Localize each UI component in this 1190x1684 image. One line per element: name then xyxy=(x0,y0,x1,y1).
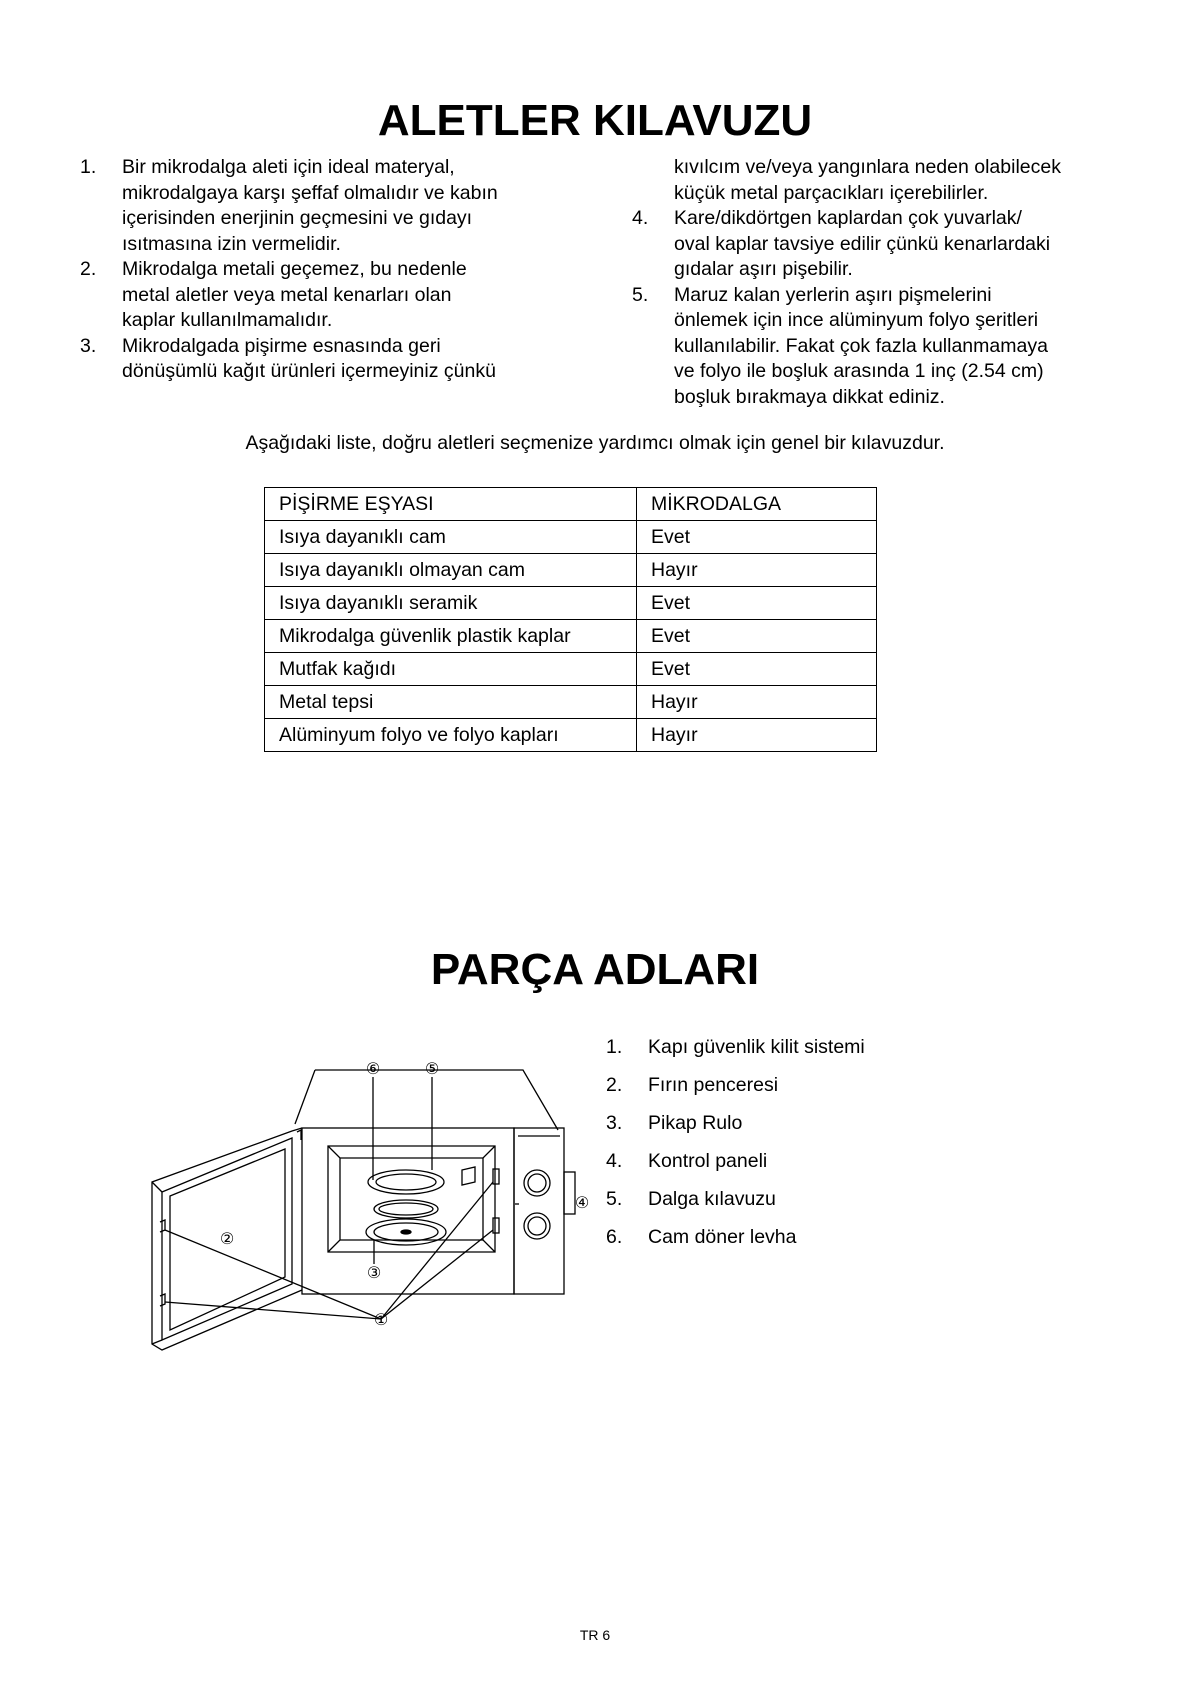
item-continuation xyxy=(632,155,1152,206)
item-number: 2. xyxy=(80,258,97,280)
table-cell: Hayır xyxy=(637,719,877,752)
item-text-line: kullanılabilir. Fakat çok fazla kullanmamaya xyxy=(674,334,1048,357)
part-names-list xyxy=(606,1036,865,1264)
table-intro-text: Aşağıdaki liste, doğru aletleri seçmenize yardımcı olmak için genel bir kılavuzdur. xyxy=(245,432,945,454)
table-cell: Hayır xyxy=(637,554,877,587)
table-cell: Evet xyxy=(637,587,877,620)
tools-guide-right-column xyxy=(632,155,1152,410)
table-cell: Metal tepsi xyxy=(265,686,637,719)
item-text-line: boşluk bırakmaya dikkat ediniz. xyxy=(674,385,945,408)
item-number: 5. xyxy=(606,1188,623,1210)
list-item xyxy=(606,1074,865,1112)
item-number: 3. xyxy=(80,334,97,357)
table-cell: Alüminyum folyo ve folyo kapları xyxy=(265,719,637,752)
part-label: Fırın penceresi xyxy=(648,1074,779,1096)
list-item xyxy=(80,334,580,385)
part-label: Cam döner levha xyxy=(648,1226,797,1248)
page-number: TR 6 xyxy=(579,1627,611,1643)
item-text-line: gıdalar aşırı pişebilir. xyxy=(674,258,853,280)
item-text-line: Mikrodalgada pişirme esnasında geri xyxy=(122,334,441,357)
table-row xyxy=(265,620,877,653)
list-item xyxy=(606,1150,865,1188)
table-row xyxy=(265,554,877,587)
callout-5: ⑤ xyxy=(424,1059,440,1078)
list-item xyxy=(606,1226,865,1264)
item-text-line: kaplar kullanılmamalıdır. xyxy=(122,309,333,331)
item-text-line: Mikrodalga metali geçemez, bu nedenle xyxy=(122,258,467,280)
item-text-line: oval kaplar tavsiye edilir çünkü kenarlardaki xyxy=(674,232,1051,255)
item-number: 4. xyxy=(606,1150,623,1172)
table-row xyxy=(265,521,877,554)
item-text-line: kıvılcım ve/veya yangınlara neden olabilecek xyxy=(674,156,1061,178)
table-cell: Isıya dayanıklı olmayan cam xyxy=(265,554,637,587)
item-number: 2. xyxy=(606,1074,623,1096)
table-row xyxy=(265,653,877,686)
tools-guide-left-column xyxy=(80,155,580,385)
item-number: 4. xyxy=(632,207,649,229)
part-label: Kontrol paneli xyxy=(648,1150,768,1172)
list-item xyxy=(80,257,580,334)
list-item xyxy=(606,1112,865,1150)
table-header-row xyxy=(265,488,877,521)
list-item xyxy=(632,283,1152,411)
item-text-line: Bir mikrodalga aleti için ideal materyal, xyxy=(122,156,455,178)
table-cell: Isıya dayanıklı cam xyxy=(265,521,637,554)
item-text-line: mikrodalgaya karşı şeffaf olmalıdır ve kabın xyxy=(122,181,498,204)
item-text-line: Kare/dikdörtgen kaplardan çok yuvarlak/ xyxy=(674,207,1022,229)
item-number: 5. xyxy=(632,283,649,306)
part-label: Pikap Rulo xyxy=(648,1112,743,1134)
table-header-cell: PİŞİRME EŞYASI xyxy=(265,488,637,521)
table-row xyxy=(265,719,877,752)
list-item xyxy=(80,155,580,257)
part-label: Kapı güvenlik kilit sistemi xyxy=(648,1036,865,1058)
table-cell: Evet xyxy=(637,521,877,554)
callout-6: ⑥ xyxy=(365,1059,381,1078)
callout-3: ③ xyxy=(366,1263,382,1282)
list-item xyxy=(606,1036,865,1074)
callout-4: ④ xyxy=(574,1193,590,1212)
table-cell: Mikrodalga güvenlik plastik kaplar xyxy=(265,620,637,653)
list-item xyxy=(632,206,1152,283)
table-header-cell: MİKRODALGA xyxy=(637,488,877,521)
item-text-line: önlemek için ince alüminyum folyo şeritleri xyxy=(674,309,1039,331)
table-row xyxy=(265,686,877,719)
part-label: Dalga kılavuzu xyxy=(648,1188,776,1210)
table-cell: Evet xyxy=(637,620,877,653)
item-text-line: dönüşümlü kağıt ürünleri içermeyiniz çünkü xyxy=(122,360,496,382)
section-title-tools-guide: ALETLER KILAVUZU xyxy=(377,96,813,145)
table-cell: Isıya dayanıklı seramik xyxy=(265,587,637,620)
item-text-line: Maruz kalan yerlerin aşırı pişmelerini xyxy=(674,283,992,306)
table-cell: Mutfak kağıdı xyxy=(265,653,637,686)
item-text-line: içerisinden enerjinin geçmesini ve gıdayı xyxy=(122,207,473,229)
cookware-table xyxy=(264,487,877,752)
callout-1: ① xyxy=(373,1310,389,1329)
table-cell: Evet xyxy=(637,653,877,686)
item-text-line: metal aletler veya metal kenarları olan xyxy=(122,283,452,306)
item-text-line: küçük metal parçacıkları içerebilirler. xyxy=(674,181,989,204)
table-row xyxy=(265,587,877,620)
item-number: 1. xyxy=(80,156,97,178)
item-number: 6. xyxy=(606,1226,623,1248)
item-number: 1. xyxy=(606,1036,623,1058)
item-text-line: ve folyo ile boşluk arasında 1 inç (2.54 cm) xyxy=(674,360,1044,382)
microwave-diagram xyxy=(140,1032,600,1352)
table-cell: Hayır xyxy=(637,686,877,719)
section-title-part-names: PARÇA ADLARI xyxy=(430,945,760,994)
item-text-line: ısıtmasına izin vermelidir. xyxy=(122,232,341,255)
list-item xyxy=(606,1188,865,1226)
callout-2: ② xyxy=(219,1229,235,1248)
item-number: 3. xyxy=(606,1112,623,1134)
